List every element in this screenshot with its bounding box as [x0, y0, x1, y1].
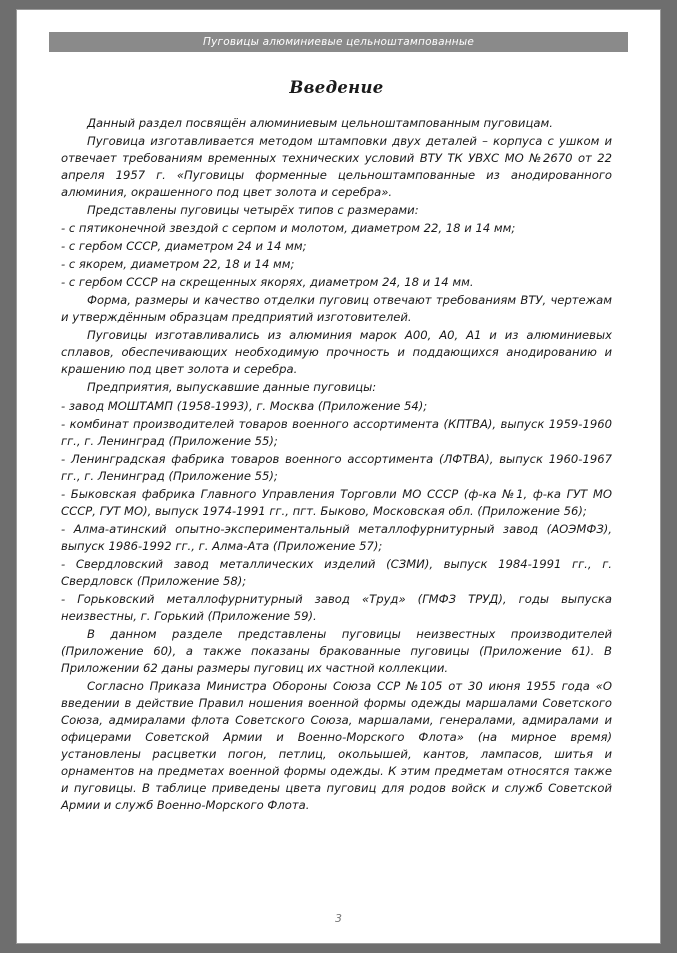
list-item: - Горьковский металлофурнитурный завод «Труд» (ГМФЗ ТРУД), годы выпуска неизвестны, г. Горький (Приложение 59). — [61, 591, 612, 623]
paragraph: Данный раздел посвящён алюминиевым цельноштампованным пуговицам. — [87, 116, 553, 130]
paragraph: Пуговицы изготавливались из алюминия марок А00, А0, А1 и из алюминиевых сплавов, обеспечивающих необходимую прочность и поддающихся анодированию и крашению под цвет золота и серебра. — [61, 328, 612, 377]
list-item: - Быковская фабрика Главного Управления Торговли МО СССР (ф-ка №1, ф-ка ГУТ МО СССР, ГУТ МО), выпуск 1974-1991 гг., пгт. Быково, Московская обл. (Приложение 56); — [61, 486, 612, 518]
list-item: - с якорем, диаметром 22, 18 и 14 мм; — [61, 257, 295, 272]
list-item: - комбинат производителей товаров военного ассортимента (КПТВА), выпуск 1959-1960 гг., г. Ленинград (Приложение 55); — [61, 416, 612, 448]
paragraph: Форма, размеры и качество отделки пуговиц отвечают требованиям ВТУ, чертежам и утверждённым образцам предприятий изготовителей. — [61, 293, 612, 325]
page-header-title: Пуговицы алюминиевые цельноштампованные — [202, 36, 475, 48]
list-item: - Ленинградская фабрика товаров военного ассортимента (ЛФТВА), выпуск 1960-1967 гг., г. Ленинград (Приложение 55); — [61, 451, 612, 483]
list-item: - завод МОШТАМП (1958-1993), г. Москва (Приложение 54); — [61, 398, 428, 413]
paragraph: В данном разделе представлены пуговицы неизвестных производителей (Приложение 60), а также показаны бракованные пуговицы (Приложение 61). В Приложении 62 даны размеры пуговиц их частной коллекции. — [61, 626, 612, 675]
paragraph: Представлены пуговицы четырёх типов с размерами: — [87, 203, 419, 218]
page-number: 3 — [335, 912, 342, 925]
page-title: Введение — [289, 78, 384, 97]
paragraph: Согласно Приказа Министра Обороны Союза ССР №105 от 30 июня 1955 года «О введении в действие Правил ношения военной формы одежды маршалами Советского Союза, адмиралами флота Советского Союза, маршалами, генералами, адмиралами и офицерами Советской Армии и Военно-Морского Флота» (на мирное время) установлены расцветки погон, петлиц, окольышей, кантов, лампасов, шитья и орнаментов на предметах военной формы одежды. К этим предметам относятся также и пуговицы. В таблице приведены цвета пуговиц для родов войск и служб Советской Армии и служб Военно-Морского Флота. — [61, 679, 612, 813]
list-item: - с гербом СССР на скрещенных якорях, диаметром 24, 18 и 14 мм. — [61, 275, 474, 290]
paragraph: Предприятия, выпускавшие данные пуговицы: — [87, 380, 377, 395]
document-page — [16, 9, 661, 944]
list-item: - Свердловский завод металлических изделий (СЗМИ), выпуск 1984-1991 гг., г. Свердловск (Приложение 58); — [61, 556, 612, 588]
list-item: - с гербом СССР, диаметром 24 и 14 мм; — [61, 239, 307, 254]
paragraph: Пуговица изготавливается методом штамповки двух деталей – корпуса с ушком и отвечает требованиям временных технических условий ВТУ ТК УВХС МО №2670 от 22 апреля 1957 г. «Пуговицы форменные цельноштампованные из анодированного алюминия, окрашенного под цвет золота и серебра». — [61, 134, 612, 200]
list-item: - Алма-атинский опытно-экспериментальный металлофурнитурный завод (АОЭМФЗ), выпуск 1986-1992 гг., г. Алма-Ата (Приложение 57); — [61, 521, 612, 553]
list-item: - с пятиконечной звездой с серпом и молотом, диаметром 22, 18 и 14 мм; — [61, 221, 516, 236]
page-header-bar — [49, 32, 628, 52]
document-content — [17, 78, 660, 814]
